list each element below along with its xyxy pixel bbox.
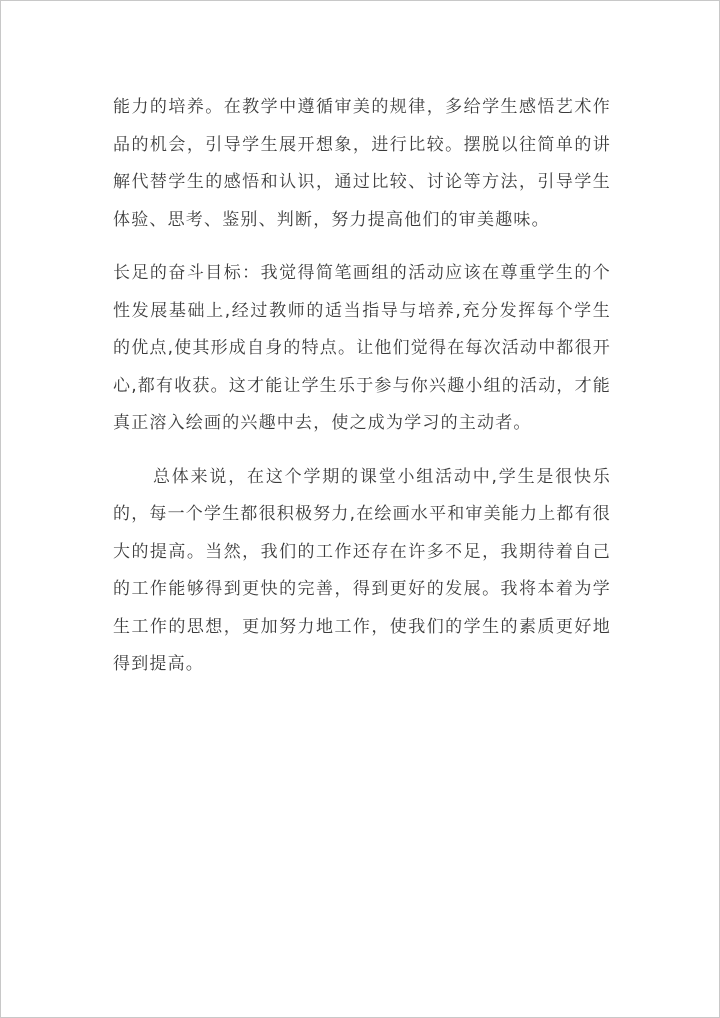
paragraph-ability-training: 能力的培养。在教学中遵循审美的规律，多给学生感悟艺术作品的机会，引导学生展开想象，进行比较。摆脱以往简单的讲解代替学生的感悟和认识，通过比较、讨论等方法，引导学生体验、思考、鉴别、判断，努力提高他们的审美趣味。 xyxy=(113,97,611,230)
paragraph-long-term-goal: 长足的奋斗目标：我觉得简笔画组的活动应该在尊重学生的个性发展基础上,经过教师的适当指导与培养,充分发挥每个学生的优点,使其形成自身的特点。让他们觉得在每次活动中都很开心,都有收获。这才能让学生乐于参与你兴趣小组的活动，才能真正溶入绘画的兴趣中去，使之成为学习的主动者。 xyxy=(113,263,612,433)
document-body xyxy=(113,89,611,684)
paragraph-summary: 总体来说，在这个学期的课堂小组活动中,学生是很快乐的，每一个学生都很积极努力,在绘画水平和审美能力上都有很大的提高。当然，我们的工作还存在许多不足，我期待着自己的工作能够得到更快的完善，得到更好的发展。我将本着为学生工作的思想，更加努力地工作，使我们的学生的素质更好地得到提高。 xyxy=(113,466,612,674)
